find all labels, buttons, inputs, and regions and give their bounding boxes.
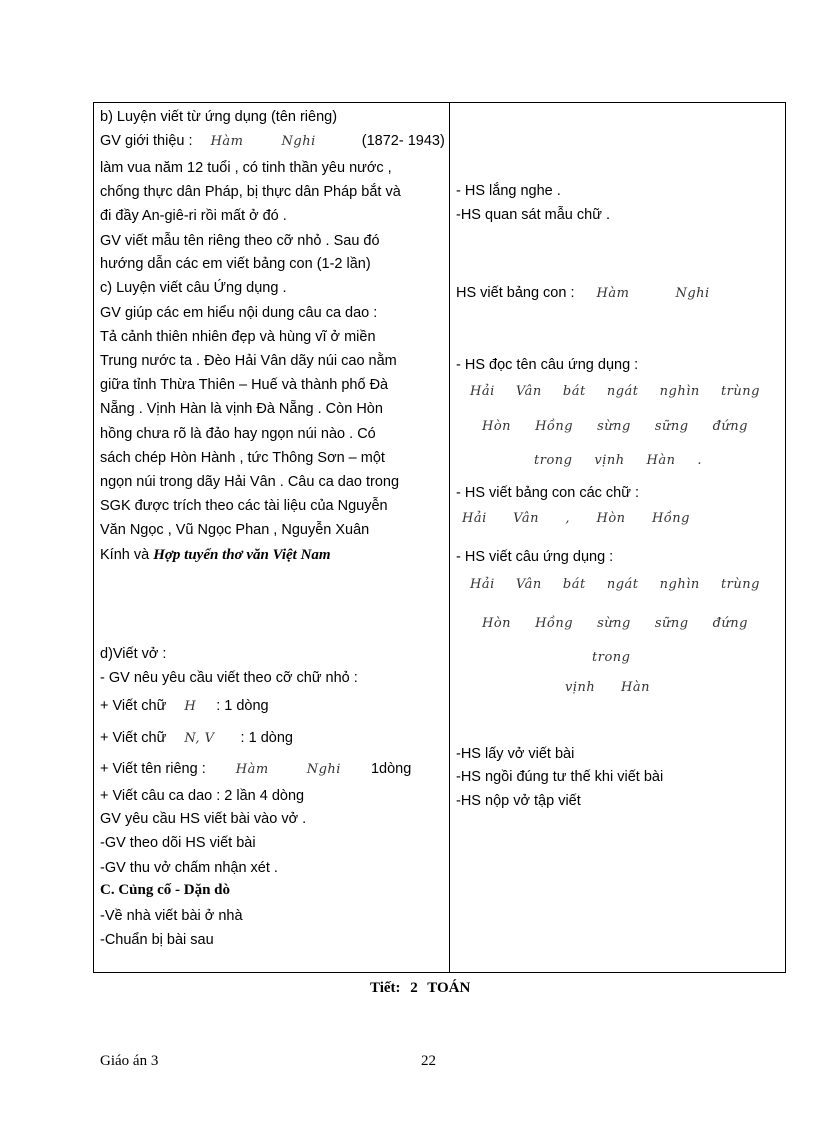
script-nghi: Nghi	[306, 762, 341, 777]
script-word: đứng	[712, 419, 748, 434]
text-line: hướng dẫn các em viết bảng con (1-2 lần)	[100, 256, 371, 272]
script-word: Hải	[462, 511, 487, 526]
text-line: + Viết câu ca dao : 2 lần 4 dòng	[100, 788, 305, 804]
script-word: sững	[654, 616, 689, 631]
script-word: Vân	[515, 577, 542, 592]
text-line: Văn Ngọc , Vũ Ngọc Phan , Nguyễn Xuân	[100, 522, 370, 538]
text-line: Tả cảnh thiên nhiên đẹp và hùng vĩ ở miền	[100, 329, 376, 345]
section-d-title: d)Viết vở :	[100, 646, 167, 662]
text-line: -HS lấy vở viết bài	[456, 746, 575, 762]
script-word: vịnh	[565, 680, 596, 695]
script-line-7	[592, 650, 630, 665]
script-word: Hồng	[535, 616, 574, 631]
script-word: ngát	[606, 384, 639, 399]
script-h: H	[184, 699, 197, 714]
text-line: GV giúp các em hiểu nội dung câu ca dao :	[100, 305, 378, 321]
text-line: -HS nộp vở tập viết	[456, 793, 581, 809]
script-word: Hòn	[482, 616, 512, 631]
script-word: Hòn	[596, 511, 626, 526]
script-word: Hàn	[621, 680, 650, 695]
script-word: vịnh	[594, 453, 625, 468]
teacher-column	[94, 102, 449, 973]
page-number: 22	[421, 1053, 436, 1069]
script-word: đứng	[712, 616, 748, 631]
script-word: sừng	[597, 616, 631, 631]
script-word: Vân	[513, 511, 539, 526]
lesson-heading: Tiết: 2 TOÁN	[370, 980, 471, 996]
footer-left: Giáo án 3	[100, 1053, 159, 1069]
script-nghi: Nghi	[675, 286, 710, 301]
script-nv: N, V	[184, 731, 215, 746]
script-line-3	[534, 453, 702, 468]
script-word: sững	[654, 419, 689, 434]
script-word: Hàn	[646, 453, 676, 468]
text-line: -Chuẩn bị bài sau	[100, 932, 214, 948]
text-line: sách chép Hòn Hành , tức Thông Sơn – một	[100, 450, 385, 466]
script-word: Hòn	[482, 419, 512, 434]
script-line-6	[482, 616, 748, 631]
script-line-1	[470, 384, 760, 399]
script-line-4	[462, 511, 690, 526]
text-line: GV yêu cầu HS viết bài vào vở .	[100, 811, 307, 827]
text-line: -HS quan sát mẫu chữ .	[456, 207, 610, 223]
script-ham: Hàm	[235, 762, 269, 777]
text-line: Trung nước ta . Đèo Hải Vân dãy núi cao nằm	[100, 353, 397, 369]
script-word: ngát	[606, 577, 639, 592]
text-line: hồng chưa rõ là đảo hay ngọn núi nào . Có	[100, 426, 376, 442]
script-word: Hải	[470, 384, 495, 399]
script-line-5	[470, 577, 760, 592]
text-line: giữa tỉnh Thừa Thiên – Huế và thành phố Đà	[100, 377, 389, 393]
script-word: trùng	[720, 577, 760, 592]
text-line: ngọn núi trong dãy Hải Vân . Câu ca dao trong	[100, 474, 400, 490]
student-column	[450, 102, 785, 973]
script-word: trong	[592, 650, 631, 665]
script-word: Hải	[470, 577, 495, 592]
text-line: - GV nêu yêu cầu viết theo cỡ chữ nhỏ :	[100, 670, 358, 686]
intro-line: GV giới thiệu : Hàm Nghi (1872- 1943)	[100, 133, 445, 149]
section-c-title: c) Luyện viết câu Ứng dụng .	[100, 280, 287, 296]
script-word: nghìn	[659, 384, 700, 399]
text-line: - HS viết bảng con các chữ :	[456, 485, 639, 501]
text-line: - HS viết câu ứng dụng :	[456, 549, 614, 565]
script-word: nghìn	[659, 577, 700, 592]
text-line: -Về nhà viết bài ở nhà	[100, 908, 243, 924]
text-line: Kính và Hợp tuyển thơ văn Việt Nam	[100, 547, 331, 563]
script-word: bát	[562, 577, 586, 592]
script-ham: Hàm	[596, 286, 630, 301]
text-line: + Viết tên riêng : Hàm Nghi 1dòng	[100, 761, 412, 777]
script-word: ,	[565, 511, 571, 526]
script-ham: Hàm	[210, 134, 244, 149]
script-line-8	[565, 680, 650, 695]
text-line: - HS lắng nghe .	[456, 183, 561, 199]
script-word: .	[697, 453, 702, 468]
script-line-2	[482, 419, 748, 434]
script-word: Hồng	[651, 511, 690, 526]
script-word: Vân	[515, 384, 542, 399]
text-line: + Viết chữ N, V : 1 dòng	[100, 730, 293, 746]
script-word: bát	[562, 384, 586, 399]
script-word: sừng	[597, 419, 631, 434]
text-line: + Viết chữ H : 1 dòng	[100, 698, 269, 714]
script-nghi: Nghi	[281, 134, 316, 149]
section-c-consolidation: C. Củng cố - Dặn dò	[100, 882, 231, 898]
script-word: trong	[534, 453, 573, 468]
section-b-title: b) Luyện viết từ ứng dụng (tên riêng)	[100, 109, 338, 125]
text-line: -HS ngồi đúng tư thế khi viết bài	[456, 769, 664, 785]
text-line: làm vua năm 12 tuổi , có tinh thần yêu nước ,	[100, 160, 392, 176]
text-line: - HS đọc tên câu ứng dụng :	[456, 357, 639, 373]
script-word: trùng	[720, 384, 760, 399]
text-line: GV viết mẫu tên riêng theo cỡ nhỏ . Sau đó	[100, 233, 380, 249]
text-line: SGK được trích theo các tài liệu của Nguyễn	[100, 498, 388, 514]
text-line: HS viết bảng con : Hàm Nghi	[456, 285, 710, 301]
text-line: Nẵng . Vịnh Hàn là vịnh Đà Nẵng . Còn Hòn	[100, 401, 383, 417]
text-line: chống thực dân Pháp, bị thực dân Pháp bắt và	[100, 184, 401, 200]
book-title: Hợp tuyển thơ văn Việt Nam	[153, 547, 331, 563]
script-word: Hồng	[535, 419, 574, 434]
text-line: -GV theo dõi HS viết bài	[100, 835, 256, 851]
text-line: đi đầy An-giê-ri rồi mất ở đó .	[100, 208, 287, 224]
text-line: -GV thu vở chấm nhận xét .	[100, 860, 278, 876]
